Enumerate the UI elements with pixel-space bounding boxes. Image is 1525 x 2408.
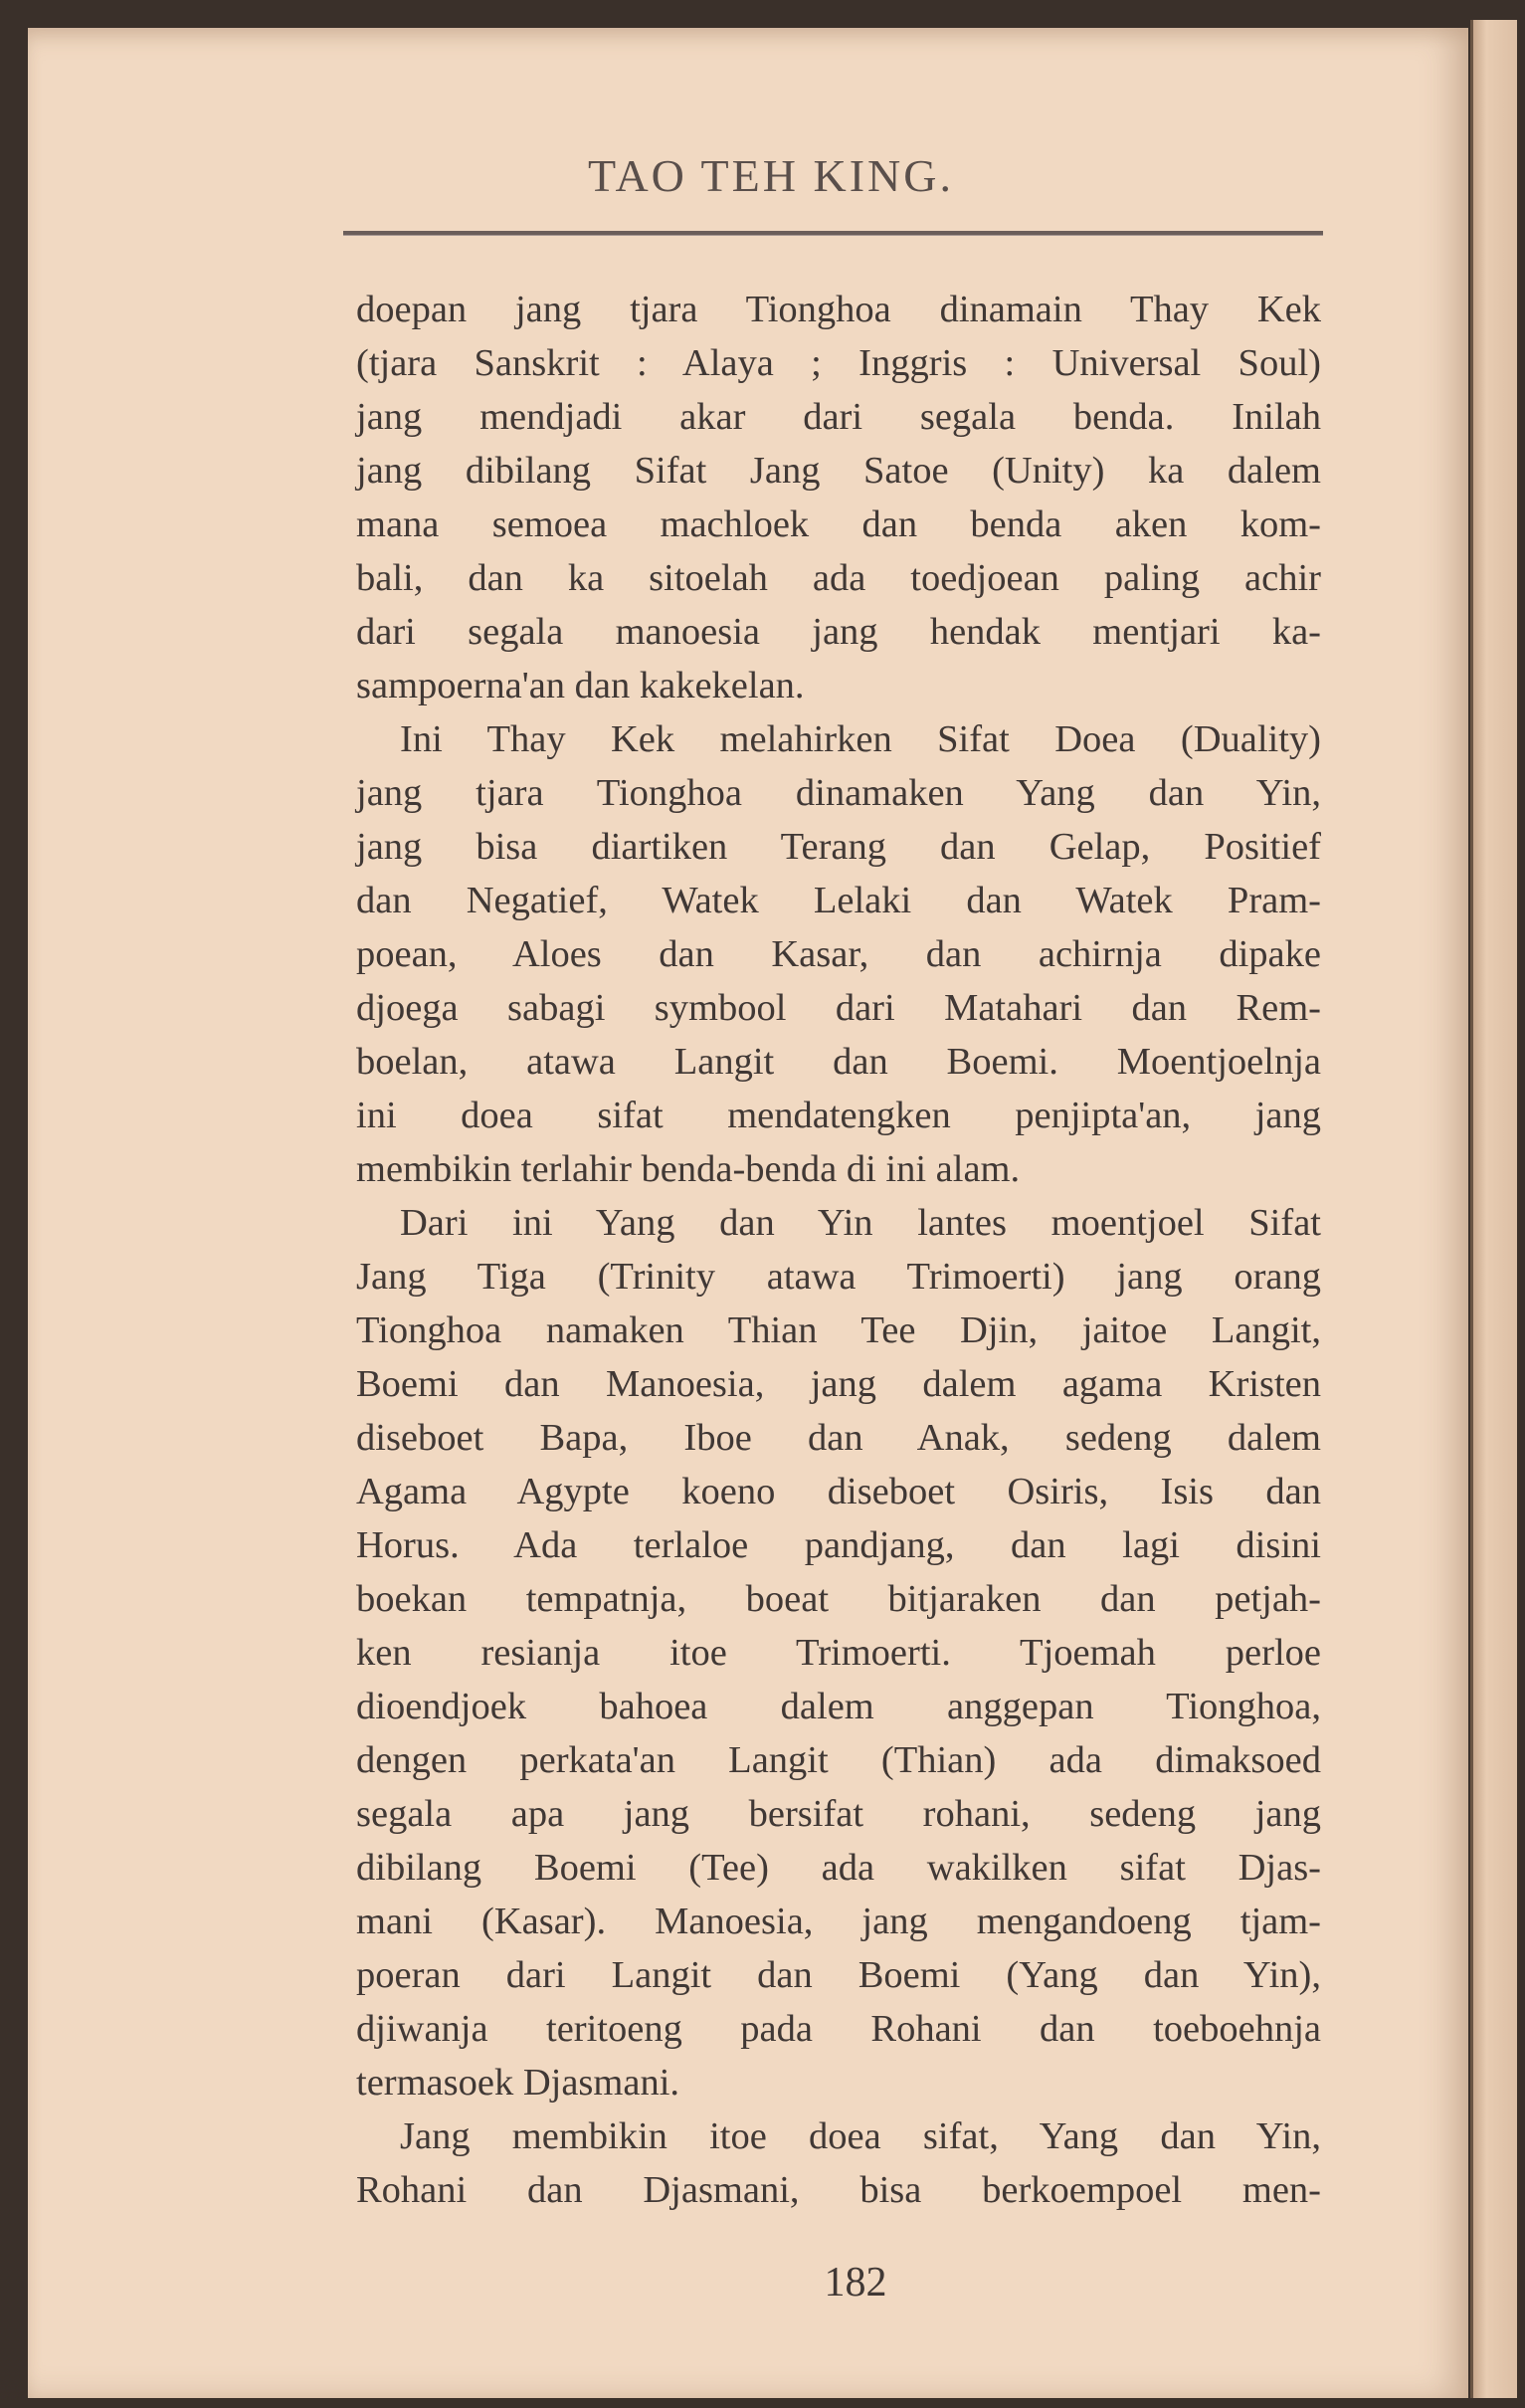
- text-line: membikin terlahir benda-benda di ini alam.: [356, 1148, 1021, 1190]
- text-line: poeran dari Langit dan Boemi (Yang dan Yin),: [356, 1954, 1321, 1996]
- text-line: dioendjoek bahoea dalem anggepan Tionghoa,: [356, 1686, 1321, 1727]
- text-line: Jang Tiga (Trinity atawa Trimoerti) jang orang: [356, 1256, 1321, 1298]
- text-line: sampoerna'an dan kakekelan.: [356, 665, 805, 706]
- header-rule: [343, 231, 1323, 236]
- text-line: segala apa jang bersifat rohani, sedeng jang: [356, 1793, 1321, 1835]
- text-line: dengen perkata'an Langit (Thian) ada dimaksoed: [356, 1739, 1321, 1781]
- text-line: Agama Agypte koeno diseboet Osiris, Isis dan: [356, 1471, 1321, 1512]
- text-line: ken resianja itoe Trimoerti. Tjoemah perloe: [356, 1632, 1321, 1674]
- text-line: Tionghoa namaken Thian Tee Djin, jaitoe Langit,: [356, 1309, 1321, 1351]
- page-number: 182: [824, 2260, 887, 2306]
- page-header: [328, 149, 1323, 202]
- text-line: boelan, atawa Langit dan Boemi. Moentjoelnja: [356, 1041, 1321, 1083]
- text-line: jang bisa diartiken Terang dan Gelap, Positief: [356, 826, 1321, 868]
- text-line: jang dibilang Sifat Jang Satoe (Unity) ka dalem: [356, 450, 1321, 492]
- text-line: dari segala manoesia jang hendak mentjari ka-: [356, 611, 1321, 653]
- text-line: Boemi dan Manoesia, jang dalem agama Kristen: [356, 1363, 1321, 1405]
- text-line: mana semoea machloek dan benda aken kom-: [356, 503, 1321, 545]
- text-line: Rohani dan Djasmani, bisa berkoempoel men-: [356, 2169, 1321, 2211]
- text-line: mani (Kasar). Manoesia, jang mengandoeng tjam-: [356, 1901, 1321, 1942]
- text-line: termasoek Djasmani.: [356, 2062, 680, 2104]
- body-text: [356, 283, 1321, 2217]
- text-line: poean, Aloes dan Kasar, dan achirnja dipake: [356, 933, 1321, 975]
- text-line: boekan tempatnja, boeat bitjaraken dan petjah-: [356, 1578, 1321, 1620]
- page-edge: [1470, 20, 1517, 2398]
- text-line: djoega sabagi symbool dari Matahari dan Rem-: [356, 987, 1321, 1029]
- text-line: Horus. Ada terlaloe pandjang, dan lagi disini: [356, 1524, 1321, 1566]
- text-line: bali, dan ka sitoelah ada toedjoean paling achir: [356, 557, 1321, 599]
- text-line: dan Negatief, Watek Lelaki dan Watek Pram-: [356, 880, 1321, 921]
- text-line: Jang membikin itoe doea sifat, Yang dan Yin,: [400, 2115, 1321, 2157]
- text-line: Ini Thay Kek melahirken Sifat Doea (Duality): [400, 718, 1321, 760]
- text-line: (tjara Sanskrit : Alaya ; Inggris : Universal Soul): [356, 342, 1321, 384]
- text-line: Dari ini Yang dan Yin lantes moentjoel Sifat: [400, 1202, 1321, 1244]
- text-line: doepan jang tjara Tionghoa dinamain Thay Kek: [356, 289, 1321, 330]
- text-line: djiwanja teritoeng pada Rohani dan toeboehnja: [356, 2008, 1321, 2050]
- text-line: diseboet Bapa, Iboe dan Anak, sedeng dalem: [356, 1417, 1321, 1459]
- text-line: ini doea sifat mendatengken penjipta'an, jang: [356, 1095, 1321, 1136]
- text-line: jang mendjadi akar dari segala benda. Inilah: [356, 396, 1321, 438]
- running-title: TAO TEH KING.: [588, 150, 954, 201]
- text-line: jang tjara Tionghoa dinamaken Yang dan Yin,: [356, 772, 1321, 814]
- text-line: dibilang Boemi (Tee) ada wakilken sifat Djas-: [356, 1847, 1321, 1889]
